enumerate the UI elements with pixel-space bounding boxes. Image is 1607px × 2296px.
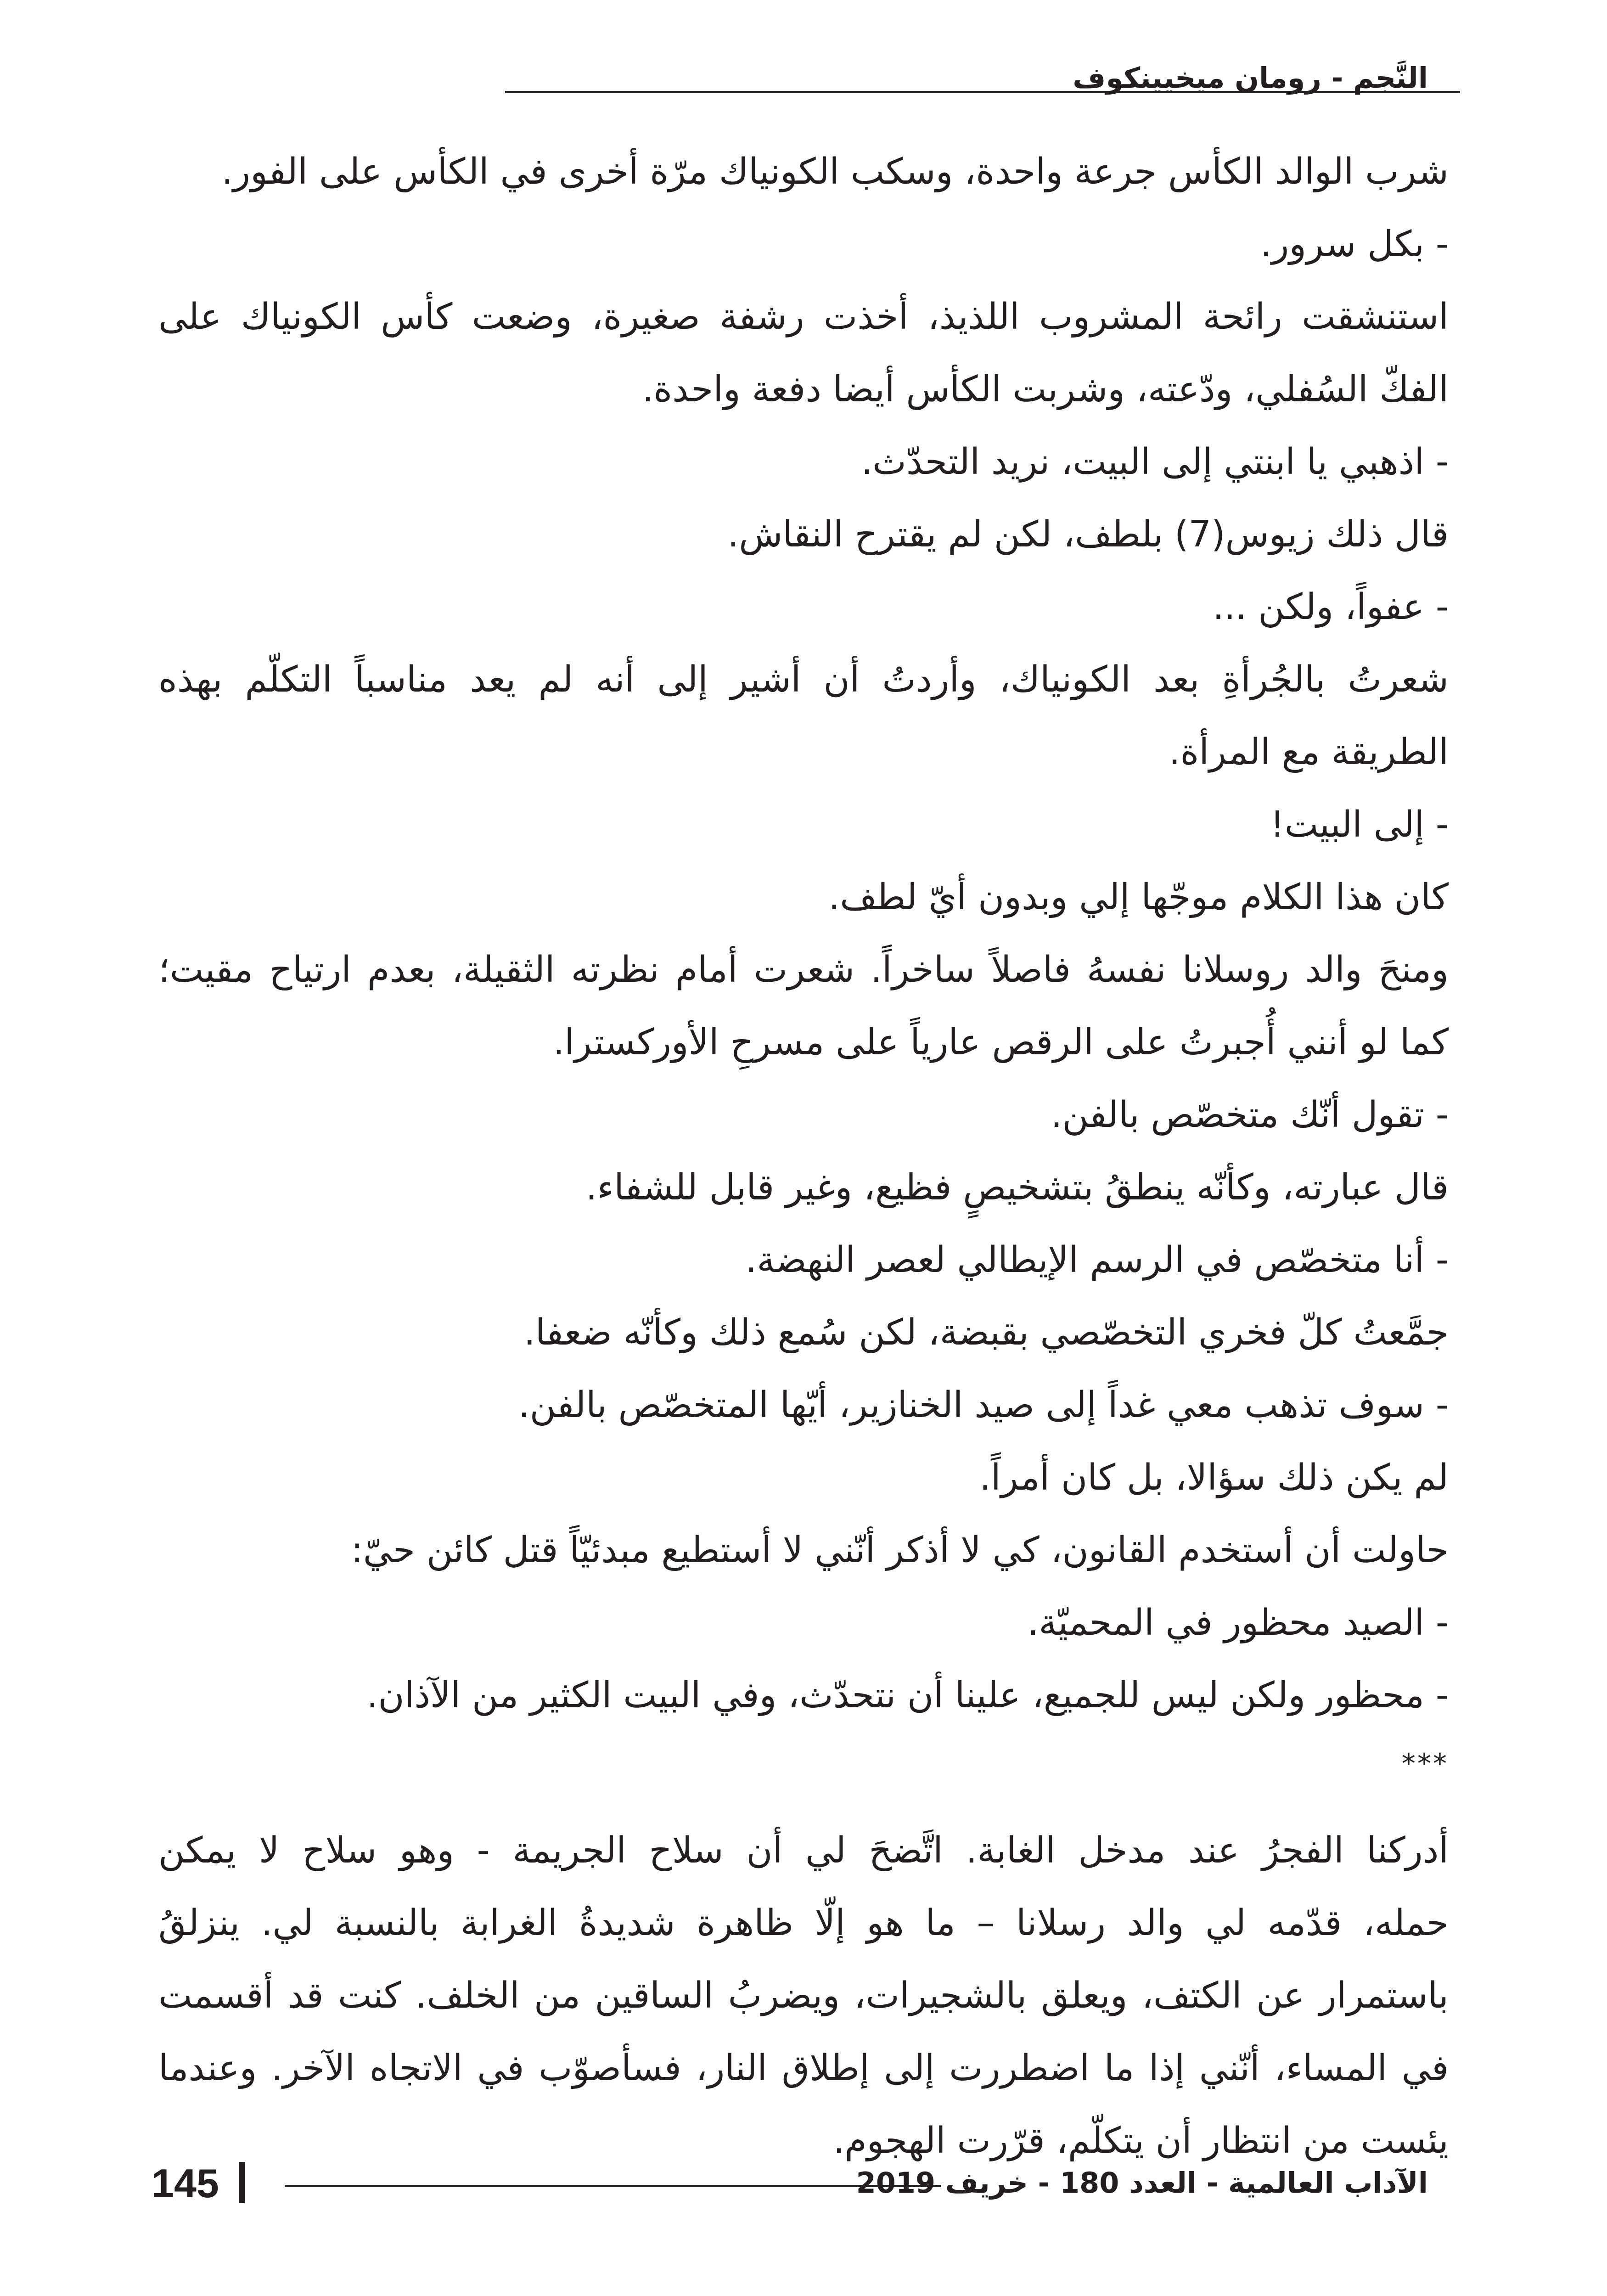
text-line: استنشقت رائحة المشروب اللذيذ، أخذت رشفة صغيرة، وضعت كأس الكونياك على	[158, 296, 1449, 338]
text-line: - إلى البيت!	[1270, 804, 1449, 845]
text-line: - تقول أنّك متخصّص بالفن.	[1051, 1094, 1449, 1136]
text-line: الطريقة مع المرأة.	[1169, 732, 1449, 773]
text-line: قال عبارته، وكأنّه ينطقُ بتشخيصٍ فظيع، وغير قابل للشفاء.	[585, 1167, 1449, 1208]
section-separator: ***	[1402, 1748, 1449, 1780]
text-line: - سوف تذهب معي غداً إلى صيد الخنازير، أيّها المتخصّص بالفن.	[518, 1384, 1449, 1426]
text-line: الفكّ السُفلي، ودّعته، وشربت الكأس أيضا دفعة واحدة.	[642, 369, 1449, 410]
header-title: النَّجم - رومان ميخيينكوف	[1073, 61, 1428, 95]
running-footer	[0, 2158, 1607, 2213]
header-rule	[505, 91, 1460, 93]
text-line: باستمرار عن الكتف، ويعلق بالشجيرات، ويضربُ الساقين من الخلف. كنت قد أقسمت	[158, 1975, 1449, 2016]
text-line: شرب الوالد الكأس جرعة واحدة، وسكب الكونياك مرّة أخرى في الكأس على الفور.	[221, 151, 1449, 192]
text-line: - محظور ولكن ليس للجميع، علينا أن نتحدّث، وفي البيت الكثير من الآذان.	[366, 1675, 1449, 1716]
footer-rule	[285, 2185, 941, 2187]
text-line: يئست من انتظار أن يتكلّم، قرّرت الهجوم.	[833, 2120, 1449, 2161]
page-number: 145	[152, 2161, 219, 2206]
article-body	[158, 135, 1449, 2177]
running-header	[0, 55, 1607, 106]
text-line: جمَّعتُ كلّ فخري التخصّصي بقبضة، لكن سُمع ذلك وكأنّه ضعفا.	[524, 1312, 1449, 1353]
text-line: كما لو أنني أُجبرتُ على الرقص عارياً على مسرحِ الأوركسترا.	[553, 1022, 1449, 1063]
text-line: ومنحَ والد روسلانا نفسهُ فاصلاً ساخراً. شعرت أمام نظرته الثقيلة، بعدم ارتياح مقيت؛	[158, 949, 1449, 990]
text-line: كان هذا الكلام موجّها إلي وبدون أيّ لطف.	[828, 877, 1449, 918]
journal-issue: الآداب العالمية - العدد 180 - خريف 2019	[856, 2166, 1428, 2200]
text-line: - بكل سرور.	[1260, 224, 1449, 265]
text-line: - الصيد محظور في المحميّة.	[1027, 1602, 1449, 1643]
text-line: - أنا متخصّص في الرسم الإيطالي لعصر النهضة.	[745, 1239, 1449, 1281]
text-line: شعرتُ بالجُرأةِ بعد الكونياك، وأردتُ أن أشير إلى أنه لم يعد مناسباً التكلّم بهذه	[158, 659, 1449, 700]
text-line: أدركنا الفجرُ عند مدخل الغابة. اتَّضحَ لي أن سلاح الجريمة - وهو سلاح لا يمكن	[158, 1830, 1449, 1871]
text-line: - عفواً، ولكن ...	[1213, 586, 1449, 628]
text-line: حمله، قدّمه لي والد رسلانا – ما هو إلّا ظاهرة شديدةُ الغرابة بالنسبة لي. ينزلقُ	[158, 1902, 1449, 1944]
text-line: حاولت أن أستخدم القانون، كي لا أذكر أنّني لا أستطيع مبدئيّاً قتل كائن حيّ:	[351, 1530, 1449, 1571]
page-number-bar	[239, 2162, 245, 2203]
text-line: - اذهبي يا ابنتي إلى البيت، نريد التحدّث.	[861, 441, 1449, 483]
text-line: لم يكن ذلك سؤالا، بل كان أمراً.	[979, 1457, 1449, 1498]
text-line: في المساء، أنّني إذا ما اضطررت إلى إطلاق النار، فسأصوّب في الاتجاه الآخر. وعندما	[158, 2048, 1449, 2089]
paragraph-gap	[158, 1796, 1449, 1814]
text-line: قال ذلك زيوس(7) بلطف، لكن لم يقترح النقاش.	[727, 514, 1449, 555]
